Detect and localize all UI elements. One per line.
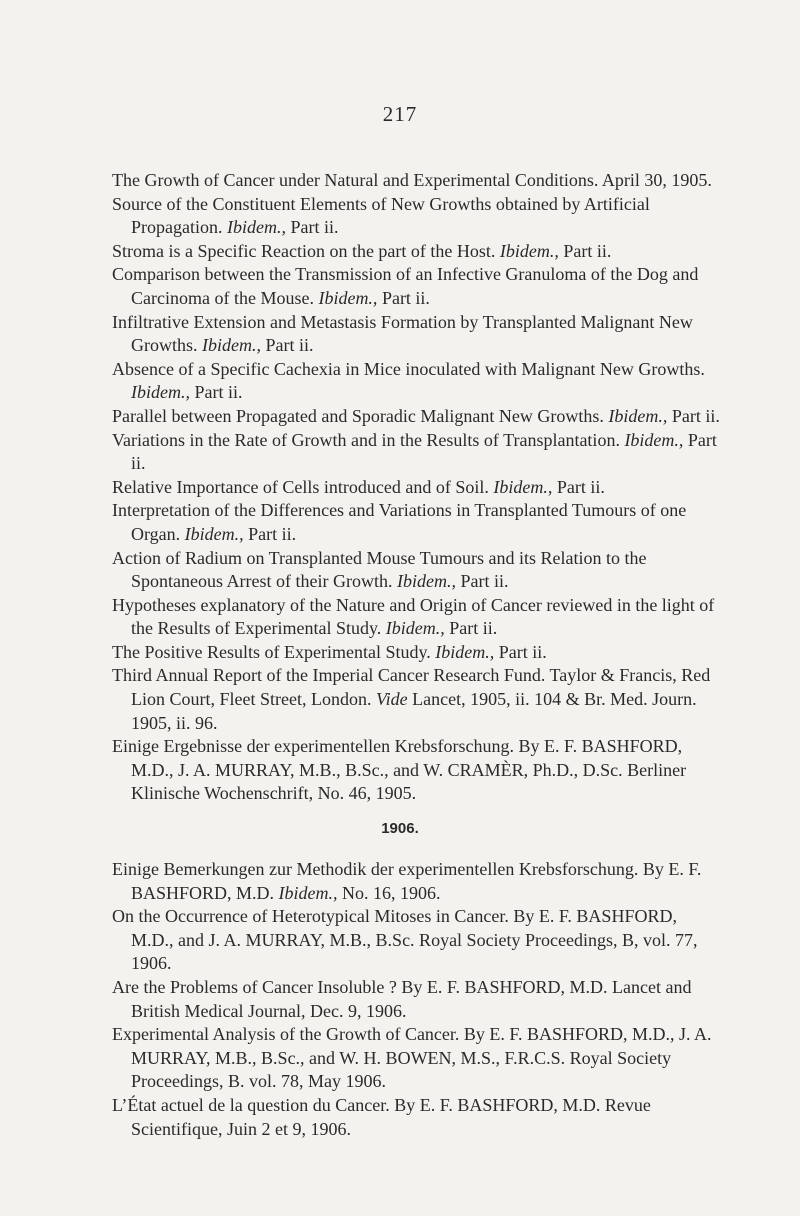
- reference-entry: On the Occurrence of Heterotypical Mitoses in Cancer. By E. F. BASHFORD, M.D., and J. A. MURRAY, M.B., B.Sc. Royal Society Proceedings, B, vol. 77, 1906.: [112, 906, 698, 974]
- reference-entry: Variations in the Rate of Growth and in the Results of Transplantation. Ibidem., Part ii.: [112, 429, 717, 474]
- reference-entry: Interpretation of the Differences and Variations in Transplanted Tumours of one Organ. Ibidem., Part ii.: [112, 500, 687, 544]
- reference-entry: Relative Importance of Cells introduced and of Soil. Ibidem., Part ii.: [112, 476, 605, 497]
- page-number: 217: [382, 102, 418, 126]
- reference-entry: Einige Ergebnisse der experimentellen Krebsforschung. By E. F. BASHFORD, M.D., J. A. MURRAY, M.B., B.Sc., and W. CRAMÈR, Ph.D., D.Sc. Berliner Klinische Wochenschrift, No. 46, 1905.: [112, 736, 687, 804]
- reference-entry: Hypotheses explanatory of the Nature and Origin of Cancer reviewed in the light of the Results of Experimental Study. Ibidem., Part ii.: [112, 594, 715, 639]
- year-heading: 1906.: [381, 820, 419, 837]
- reference-entry: Experimental Analysis of the Growth of Cancer. By E. F. BASHFORD, M.D., J. A. MURRAY, M.B., B.Sc., and W. H. BOWEN, M.S., F.R.C.S. Royal Society Proceedings, B. vol. 78, May 1906.: [112, 1024, 712, 1092]
- reference-entry: Action of Radium on Transplanted Mouse Tumours and its Relation to the Spontaneous Arrest of their Growth. Ibidem., Part ii.: [112, 547, 647, 592]
- reference-entry: The Positive Results of Experimental Study. Ibidem., Part ii.: [112, 641, 547, 662]
- reference-entry: Infiltrative Extension and Metastasis Formation by Transplanted Malignant New Growths. Ibidem., Part ii.: [112, 311, 693, 356]
- reference-entry: Stroma is a Specific Reaction on the part of the Host. Ibidem., Part ii.: [112, 240, 612, 261]
- references-1906: [112, 858, 722, 1141]
- reference-entry: Comparison between the Transmission of an Infective Granuloma of the Dog and Carcinoma of the Mouse. Ibidem., Part ii.: [112, 264, 699, 308]
- reference-entry: L’État actuel de la question du Cancer. By E. F. BASHFORD, M.D. Revue Scientifique, Juin 2 et 9, 1906.: [112, 1094, 651, 1139]
- reference-entry: Absence of a Specific Cachexia in Mice inoculated with Malignant New Growths. Ibidem., Part ii.: [112, 358, 705, 403]
- reference-entry: The Growth of Cancer under Natural and Experimental Conditions. April 30, 1905.: [112, 170, 712, 190]
- references-1905: [112, 169, 722, 806]
- reference-entry: Parallel between Propagated and Sporadic Malignant New Growths. Ibidem., Part ii.: [112, 405, 720, 426]
- reference-entry: Source of the Constituent Elements of New Growths obtained by Artificial Propagation. Ibidem., Part ii.: [112, 193, 650, 238]
- reference-entry: Third Annual Report of the Imperial Cancer Research Fund. Taylor & Francis, Red Lion Court, Fleet Street, London. Vide Lancet, 1905, ii. 104 & Br. Med. Journ. 1905, ii. 96.: [112, 665, 711, 733]
- reference-entry: Einige Bemerkungen zur Methodik der experimentellen Krebsforschung. By E. F. BASHFORD, M.D. Ibidem., No. 16, 1906.: [112, 859, 702, 903]
- reference-entry: Are the Problems of Cancer Insoluble ? By E. F. BASHFORD, M.D. Lancet and British Medical Journal, Dec. 9, 1906.: [112, 976, 692, 1021]
